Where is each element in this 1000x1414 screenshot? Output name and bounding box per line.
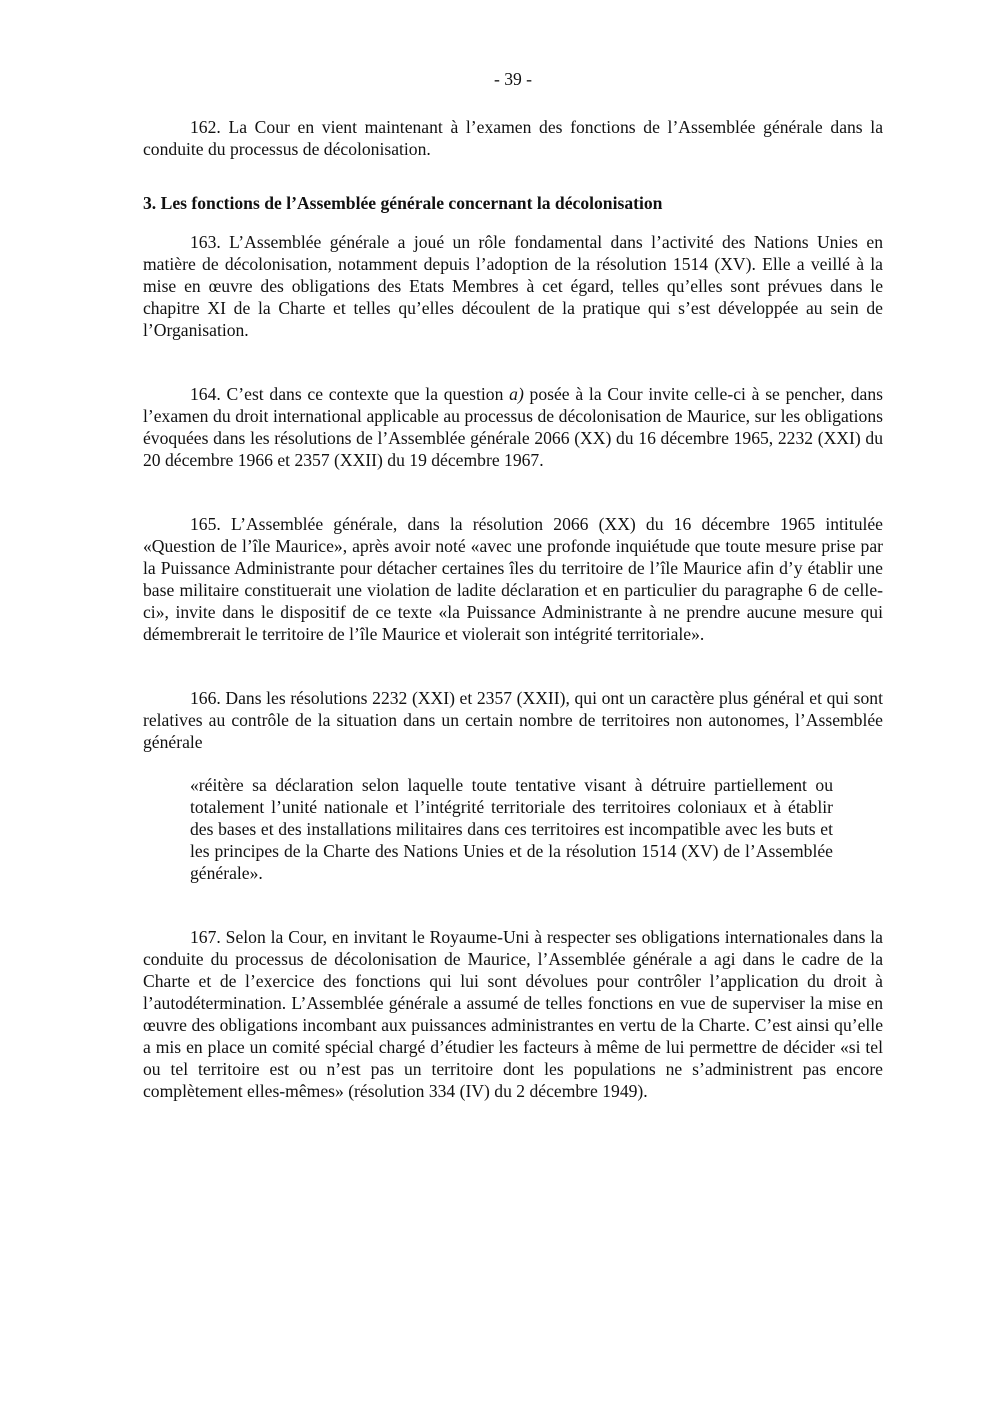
paragraph-162: 162. La Cour en vient maintenant à l’examen des fonctions de l’Assemblée générale dans la conduite du processus de décolonisation. — [143, 117, 883, 159]
paragraph-164-text-start: 164. C’est dans ce contexte que la question — [190, 384, 510, 404]
document-page — [143, 68, 883, 1102]
paragraph-164 — [143, 383, 883, 471]
paragraph-164-italic: a) — [509, 384, 524, 404]
paragraph-167: 167. Selon la Cour, en invitant le Royaume-Uni à respecter ses obligations internationales dans la conduite du processus de décolonisation de Maurice, l’Assemblée générale a agi dans le cadre de la Charte et de l’exercice des fonctions qui lui sont dévolues pour contrôler l’application du droit à l’autodétermination. L’Assemblée générale a assumé de telles fonctions en vue de superviser la mise en œuvre des obligations incombant aux puissances administrantes en vertu de la Charte. C’est ainsi qu’elle a mis en place un comité spécial chargé d’étudier les facteurs à même de lui permettre de décider «si tel ou tel territoire est ou n’est pas un territoire dont les populations ne s’administrent pas encore complètement elles-mêmes» (résolution 334 (IV) du 2 décembre 1949). — [143, 927, 883, 1101]
quotation-166: «réitère sa déclaration selon laquelle toute tentative visant à détruire partiellement ou totalement l’unité nationale et l’intégrité territoriale des territoires coloniaux et à établir des bases et des installations militaires dans ces territoires est incompatible avec les buts et les principes de la Charte des Nations Unies et de la résolution 1514 (XV) de l’Assemblée générale». — [190, 775, 833, 883]
paragraph-163: 163. L’Assemblée générale a joué un rôle fondamental dans l’activité des Nations Unies en matière de décolonisation, notamment depuis l’adoption de la résolution 1514 (XV). Elle a veillé à la mise en œuvre des obligations des Etats Membres à cet égard, telles qu’elles sont prévues dans le chapitre XI de la Charte et telles qu’elles découlent de la pratique qui s’est développée au sein de l’Organisation. — [143, 232, 883, 340]
section-heading-3: 3. Les fonctions de l’Assemblée générale concernant la décolonisation — [143, 193, 663, 213]
paragraph-165: 165. L’Assemblée générale, dans la résolution 2066 (XX) du 16 décembre 1965 intitulée «Question de l’île Maurice», après avoir noté «avec une profonde inquiétude que toute mesure prise par la Puissance Administrante pour détacher certaines îles du territoire de l’île Maurice afin d’y établir une base militaire constituerait une violation de ladite déclaration et en particulier du paragraphe 6 de celle-ci», invite dans le dispositif de ce texte «la Puissance Administrante à ne prendre aucune mesure qui démembrerait le territoire de l’île Maurice et violerait son intégrité territoriale». — [143, 514, 883, 644]
paragraph-166: 166. Dans les résolutions 2232 (XXI) et 2357 (XXII), qui ont un caractère plus général et qui sont relatives au contrôle de la situation dans un certain nombre de territoires non autonomes, l’Assemblée générale — [143, 688, 883, 752]
paragraph-164-text-end: posée à la Cour invite celle-ci à se pencher, dans l’examen du droit international applicable au processus de décolonisation de Maurice, sur les obligations évoquées dans les résolutions de l’Assemblée générale 2066 (XX) du 16 décembre 1965, 2232 (XXI) du 20 décembre 1966 et 2357 (XXII) du 19 décembre 1967. — [143, 384, 883, 470]
page-number: - 39 - — [493, 69, 533, 89]
